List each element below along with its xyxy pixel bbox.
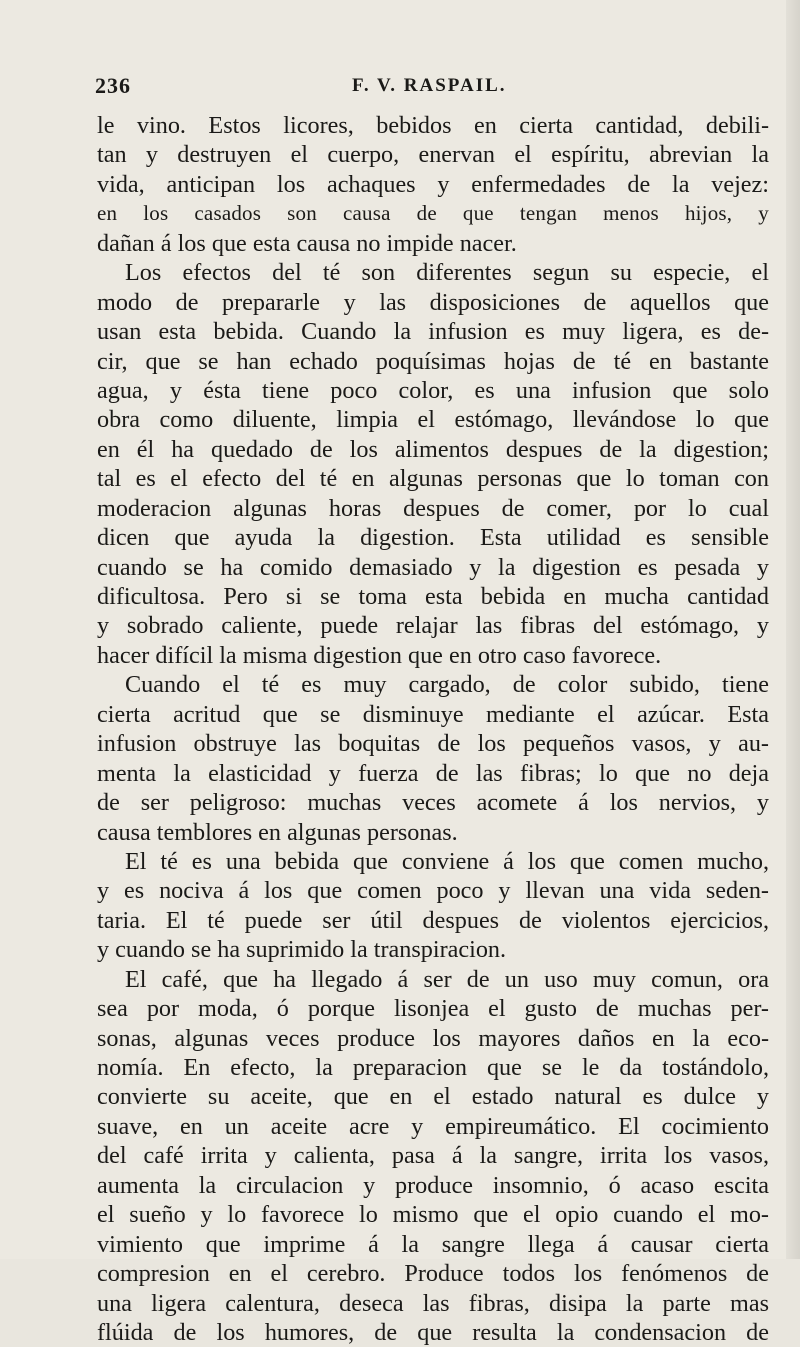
text-line: flúida de los humores, de que resulta la condensacion de bbox=[97, 1318, 769, 1346]
text-line: dañan á los que esta causa no impide nacer. bbox=[97, 229, 517, 257]
text-line: de ser peligroso: muchas veces acomete á los nervios, y bbox=[97, 789, 769, 817]
text-line: menta la elasticidad y fuerza de las fibras; lo que no deja bbox=[97, 759, 769, 787]
text-line: compresion en el cerebro. Produce todos los fenómenos de bbox=[97, 1260, 769, 1288]
text-line: agua, y ésta tiene poco color, es una infusion que solo bbox=[97, 376, 769, 404]
text-line: el sueño y lo favorece lo mismo que el opio cuando el mo- bbox=[97, 1201, 769, 1229]
text-line: Los efectos del té son diferentes segun su especie, el bbox=[125, 259, 769, 287]
text-line: cir, que se han echado poquísimas hojas de té en bastante bbox=[97, 347, 769, 375]
body-text bbox=[97, 111, 769, 1347]
text-line: dificultosa. Pero si se toma esta bebida en mucha cantidad bbox=[97, 583, 769, 610]
text-line: causa temblores en algunas personas. bbox=[97, 818, 458, 846]
text-line: y sobrado caliente, puede relajar las fibras del estómago, y bbox=[97, 612, 769, 640]
text-line: dicen que ayuda la digestion. Esta utilidad es sensible bbox=[97, 524, 769, 552]
text-line: y cuando se ha suprimido la transpiracion. bbox=[97, 936, 507, 964]
text-line: tal es el efecto del té en algunas personas que lo toman con bbox=[97, 465, 769, 493]
text-line: moderacion algunas horas despues de comer, por lo cual bbox=[97, 494, 769, 522]
text-line: una ligera calentura, deseca las fibras, disipa la parte mas bbox=[97, 1289, 769, 1317]
text-line: cierta acritud que se disminuye mediante el azúcar. Esta bbox=[97, 700, 769, 728]
text-line: El café, que ha llegado á ser de un uso muy comun, ora bbox=[125, 965, 769, 993]
text-line: del café irrita y calienta, pasa á la sangre, irrita los vasos, bbox=[97, 1142, 769, 1170]
text-line: taria. El té puede ser útil despues de violentos ejercicios, bbox=[97, 906, 769, 934]
text-line: cuando se ha comido demasiado y la digestion es pesada y bbox=[97, 553, 769, 581]
text-line: El té es una bebida que conviene á los que comen mucho, bbox=[125, 847, 769, 875]
text-line: usan esta bebida. Cuando la infusion es muy ligera, es de- bbox=[97, 318, 769, 346]
text-line: en él ha quedado de los alimentos despues de la digestion; bbox=[97, 435, 769, 463]
text-line: sonas, algunas veces produce los mayores daños en la eco- bbox=[97, 1024, 769, 1052]
text-line: modo de prepararle y las disposiciones de aquellos que bbox=[97, 288, 769, 316]
text-line: convierte su aceite, que en el estado natural es dulce y bbox=[97, 1083, 769, 1111]
text-line: nomía. En efecto, la preparacion que se le da tostándolo, bbox=[97, 1054, 769, 1081]
page-header bbox=[95, 73, 760, 103]
text-line: le vino. Estos licores, bebidos en cierta cantidad, debili- bbox=[97, 112, 769, 139]
text-line: hacer difícil la misma digestion que en otro caso favorece. bbox=[97, 641, 662, 669]
text-line: tan y destruyen el cuerpo, enervan el espíritu, abrevian la bbox=[97, 141, 769, 169]
page-number: 236 bbox=[95, 73, 131, 98]
text-line: aumenta la circulacion y produce insomnio, ó acaso escita bbox=[97, 1171, 769, 1199]
text-line: en los casados son causa de que tengan menos hijos, y bbox=[97, 201, 769, 226]
running-head: F. V. RASPAIL. bbox=[352, 75, 507, 96]
text-line: sea por moda, ó porque lisonjea el gusto de muchas per- bbox=[97, 995, 769, 1023]
text-line: infusion obstruye las boquitas de los pequeños vasos, y au- bbox=[97, 730, 769, 758]
text-line: y es nociva á los que comen poco y llevan una vida seden- bbox=[97, 877, 769, 905]
text-line: suave, en un aceite acre y empireumático. El cocimiento bbox=[97, 1112, 769, 1140]
text-line: vimiento que imprime á la sangre llega á causar cierta bbox=[97, 1230, 769, 1258]
text-line: obra como diluente, limpia el estómago, llevándose lo que bbox=[97, 406, 769, 434]
page-edge bbox=[786, 0, 800, 1259]
text-line: Cuando el té es muy cargado, de color subido, tiene bbox=[125, 671, 769, 699]
text-line: vida, anticipan los achaques y enfermedades de la vejez: bbox=[97, 170, 769, 198]
